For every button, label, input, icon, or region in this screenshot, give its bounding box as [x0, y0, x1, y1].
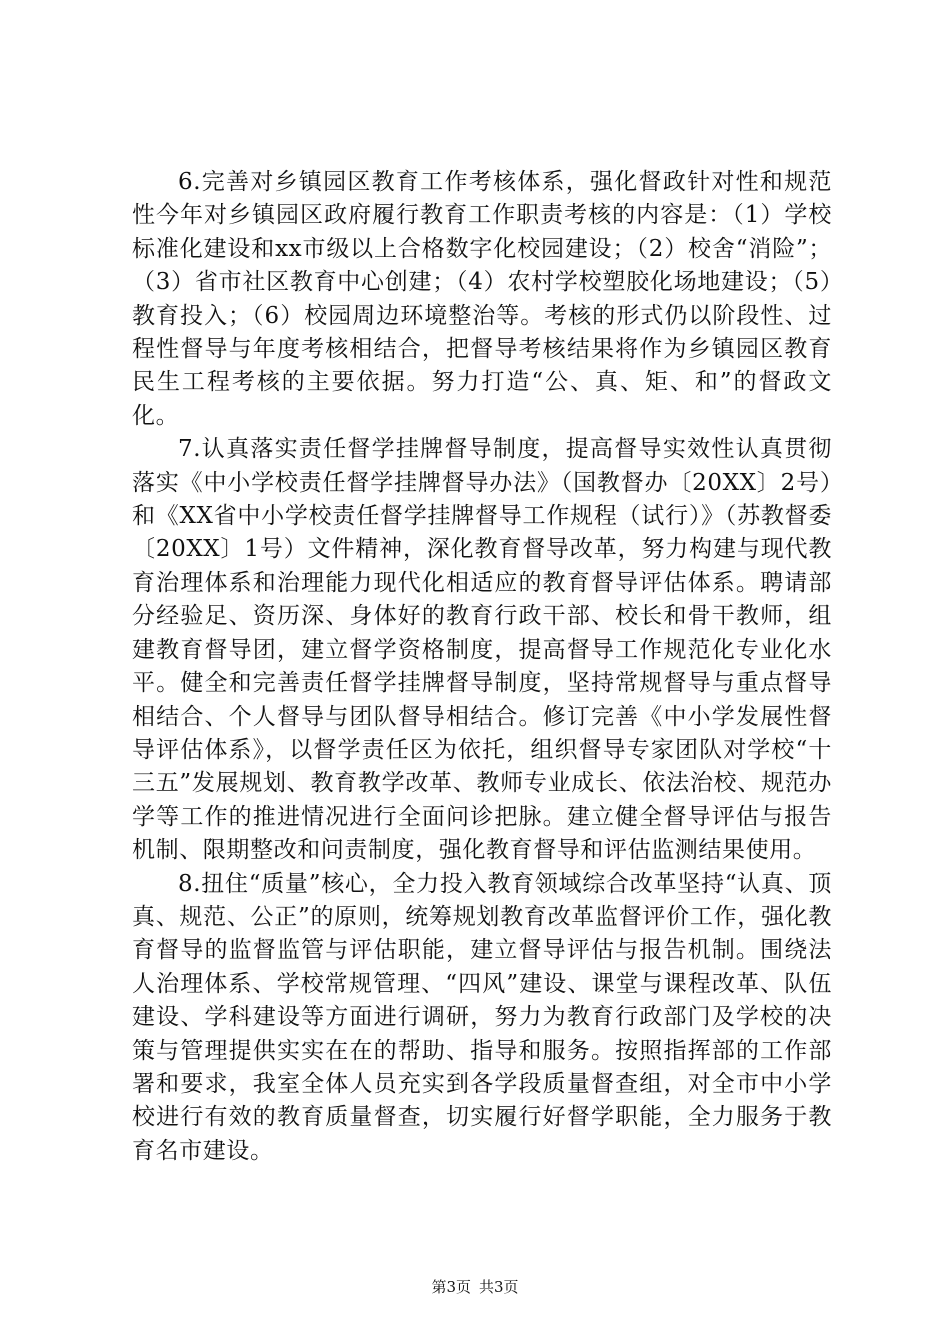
page-footer: [0, 1277, 950, 1297]
page-number: 第3页: [431, 1278, 471, 1296]
page-total: 共3页: [479, 1278, 519, 1296]
document-body: [132, 166, 832, 1168]
paragraph-8: 8.扭住“质量”核心，全力投入教育领域综合改革坚持“认真、顶真、规范、公正”的原则，统筹规划教育改革监督评价工作，强化教育督导的监督监管与评估职能，建立督导评估与报告机制。围绕法人治理体系、学校常规管理、“四风”建设、课堂与课程改革、队伍建设、学科建设等方面进行调研，努力为教育行政部门及学校的决策与管理提供实实在在的帮助、指导和服务。按照指挥部的工作部署和要求，我室全体人员充实到各学段质量督查组，对全市中小学校进行有效的教育质量督查，切实履行好督学职能，全力服务于教育名市建设。: [132, 870, 832, 1164]
paragraph-7: 7.认真落实责任督学挂牌督导制度，提高督导实效性认真贯彻落实《中小学校责任督学挂牌督导办法》（国教督办〔20XX〕2号）和《XX省中小学校责任督学挂牌督导工作规程（试行）》（苏教督委〔20XX〕1号）文件精神，深化教育督导改革，努力构建与现代教育治理体系和治理能力现代化相适应的教育督导评估体系。聘请部分经验足、资历深、身体好的教育行政干部、校长和骨干教师，组建教育督导团，建立督学资格制度，提高督导工作规范化专业化水平。健全和完善责任督学挂牌督导制度，坚持常规督导与重点督导相结合、个人督导与团队督导相结合。修订完善《中小学发展性督导评估体系》，以督学责任区为依托，组织督导专家团队对学校“十三五”发展规划、教育教学改革、教师专业成长、依法治校、规范办学等工作的推进情况进行全面问诊把脉。建立健全督导评估与报告机制、限期整改和问责制度，强化教育督导和评估监测结果使用。: [132, 436, 832, 864]
paragraph-6: 6.完善对乡镇园区教育工作考核体系，强化督政针对性和规范性今年对乡镇园区政府履行教育工作职责考核的内容是：（1）学校标准化建设和xx市级以上合格数字化校园建设；（2）校舍“消险”；（3）省市社区教育中心创建；（4）农村学校塑胶化场地建设；（5）教育投入；（6）校园周边环境整治等。考核的形式仍以阶段性、过程性督导与年度考核相结合，把督导考核结果将作为乡镇园区教育民生工程考核的主要依据。努力打造“公、真、矩、和”的督政文化。: [132, 169, 832, 429]
